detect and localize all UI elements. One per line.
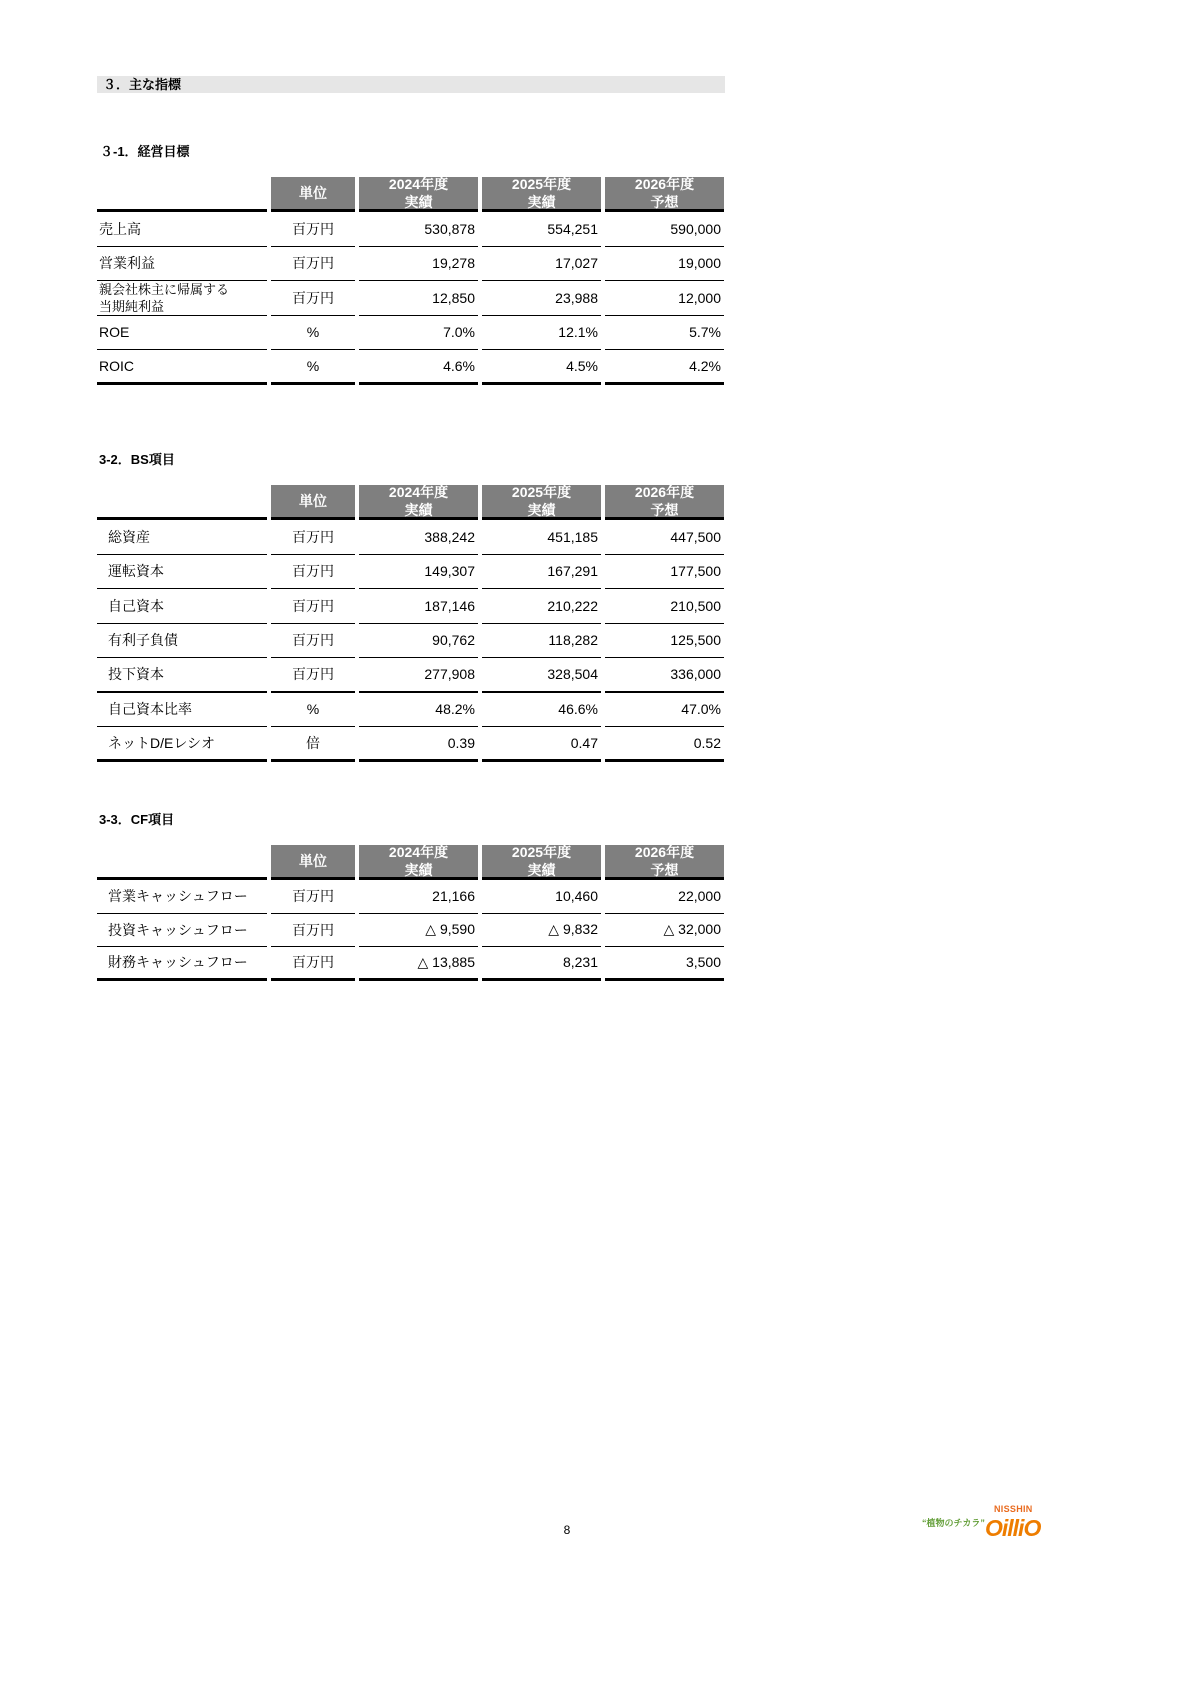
value-fy2025: 23,988 [482,281,601,316]
table-row [97,247,724,282]
header-fy2025 [482,845,601,880]
row-unit: % [271,350,355,385]
value-fy2026: 125,500 [605,624,724,659]
row-unit: 倍 [271,727,355,762]
row-unit: 百万円 [271,880,355,914]
value-fy2026: 4.2% [605,350,724,385]
logo-brand: OilliO [985,1515,1041,1541]
section-heading: ３．主な指標 [97,76,725,93]
table-row [97,589,724,624]
row-unit: 百万円 [271,947,355,981]
header-fy2026 [605,177,724,212]
subsection-title-bs-items: 3-2．BS項目 [99,452,175,467]
header-fy2024 [359,485,478,520]
management-targets-table [97,177,724,385]
row-unit: % [271,316,355,351]
row-label: ROIC [97,350,267,385]
header-fy2024 [359,845,478,880]
row-unit: % [271,693,355,728]
header-year-label: 2024年度 [388,177,449,192]
value-fy2025: 46.6% [482,693,601,728]
row-unit: 百万円 [271,520,355,555]
value-fy2025: 0.47 [482,727,601,762]
value-fy2025: 210,222 [482,589,601,624]
table-row [97,727,724,762]
table-row [97,281,724,316]
table-row [97,624,724,659]
subsection-title-cf-items: 3-3．CF項目 [99,812,175,827]
value-fy2026: 47.0% [605,693,724,728]
logo-brand-small: NISSHIN [994,1504,1033,1514]
table-row [97,316,724,351]
header-fy2024 [359,177,478,212]
value-fy2025: 17,027 [482,247,601,282]
row-unit: 百万円 [271,914,355,948]
header-type-label: 予想 [650,862,679,878]
header-type-label: 実績 [404,194,433,210]
logo-tagline: “植物のチカラ” [922,1518,985,1528]
header-blank-cell [97,845,267,880]
value-fy2025: 12.1% [482,316,601,351]
value-fy2026: 447,500 [605,520,724,555]
value-fy2025: 167,291 [482,555,601,590]
row-label: 投下資本 [97,658,267,693]
row-label: 運転資本 [97,555,267,590]
header-fy2026 [605,845,724,880]
table-header-row [97,485,724,520]
header-unit-label: 単位 [299,853,327,869]
value-fy2024: 21,166 [359,880,478,914]
cf-items-table [97,845,724,981]
value-fy2024: △ 13,885 [359,947,478,981]
row-label: ネットD/Eレシオ [97,727,267,762]
table-row [97,658,724,693]
value-fy2024: 149,307 [359,555,478,590]
header-year-label: 2025年度 [511,177,572,192]
value-fy2025: 451,185 [482,520,601,555]
header-unit [271,485,355,520]
row-unit: 百万円 [271,247,355,282]
value-fy2025: 10,460 [482,880,601,914]
row-unit: 百万円 [271,658,355,693]
row-label: 営業キャッシュフロー [97,880,267,914]
header-fy2025 [482,485,601,520]
bs-items-table [97,485,724,762]
header-type-label: 実績 [527,502,556,518]
subsection-title-management-targets: ３-1．経営目標 [100,144,190,159]
value-fy2024: 7.0% [359,316,478,351]
header-unit-label: 単位 [299,493,327,509]
table-row [97,880,724,914]
header-year-label: 2024年度 [388,845,449,860]
row-label-line: 当期純利益 [99,298,165,314]
header-year-label: 2026年度 [634,485,695,500]
table-header-row [97,177,724,212]
value-fy2026: 177,500 [605,555,724,590]
value-fy2025: 8,231 [482,947,601,981]
value-fy2024: 388,242 [359,520,478,555]
row-label [97,281,267,316]
header-type-label: 実績 [527,862,556,878]
header-blank-cell [97,177,267,212]
row-label: 財務キャッシュフロー [97,947,267,981]
value-fy2026: 3,500 [605,947,724,981]
table-row [97,520,724,555]
row-label: 自己資本 [97,589,267,624]
row-unit: 百万円 [271,212,355,247]
row-label: ROE [97,316,267,351]
value-fy2024: 187,146 [359,589,478,624]
value-fy2026: 210,500 [605,589,724,624]
value-fy2024: 530,878 [359,212,478,247]
value-fy2024: 90,762 [359,624,478,659]
value-fy2024: 4.6% [359,350,478,385]
header-fy2025 [482,177,601,212]
row-label-line: 親会社株主に帰属する [99,281,230,297]
table-row [97,693,724,728]
header-type-label: 実績 [527,194,556,210]
value-fy2025: 328,504 [482,658,601,693]
row-unit: 百万円 [271,624,355,659]
value-fy2026: 0.52 [605,727,724,762]
header-year-label: 2026年度 [634,845,695,860]
header-unit [271,845,355,880]
value-fy2024: 277,908 [359,658,478,693]
header-type-label: 予想 [650,194,679,210]
value-fy2024: 19,278 [359,247,478,282]
header-fy2026 [605,485,724,520]
header-type-label: 実績 [404,862,433,878]
table-row [97,555,724,590]
row-label: 総資産 [97,520,267,555]
row-label: 有利子負債 [97,624,267,659]
row-label: 営業利益 [97,247,267,282]
value-fy2025: △ 9,832 [482,914,601,948]
row-label: 自己資本比率 [97,693,267,728]
value-fy2026: △ 32,000 [605,914,724,948]
value-fy2024: 12,850 [359,281,478,316]
header-year-label: 2026年度 [634,177,695,192]
value-fy2025: 118,282 [482,624,601,659]
row-unit: 百万円 [271,281,355,316]
header-type-label: 実績 [404,502,433,518]
row-label: 投資キャッシュフロー [97,914,267,948]
value-fy2026: 5.7% [605,316,724,351]
value-fy2026: 22,000 [605,880,724,914]
row-unit: 百万円 [271,555,355,590]
table-row [97,350,724,385]
table-header-row [97,845,724,880]
value-fy2026: 336,000 [605,658,724,693]
table-row [97,947,724,981]
table-row [97,914,724,948]
header-type-label: 予想 [650,502,679,518]
header-blank-cell [97,485,267,520]
row-label: 売上高 [97,212,267,247]
table-row [97,212,724,247]
value-fy2026: 19,000 [605,247,724,282]
header-year-label: 2025年度 [511,845,572,860]
value-fy2026: 590,000 [605,212,724,247]
header-unit [271,177,355,212]
header-year-label: 2024年度 [388,485,449,500]
header-year-label: 2025年度 [511,485,572,500]
value-fy2025: 554,251 [482,212,601,247]
row-unit: 百万円 [271,589,355,624]
page-number: 8 [563,1523,571,1537]
value-fy2024: △ 9,590 [359,914,478,948]
value-fy2024: 48.2% [359,693,478,728]
value-fy2026: 12,000 [605,281,724,316]
header-unit-label: 単位 [299,185,327,201]
value-fy2025: 4.5% [482,350,601,385]
value-fy2024: 0.39 [359,727,478,762]
